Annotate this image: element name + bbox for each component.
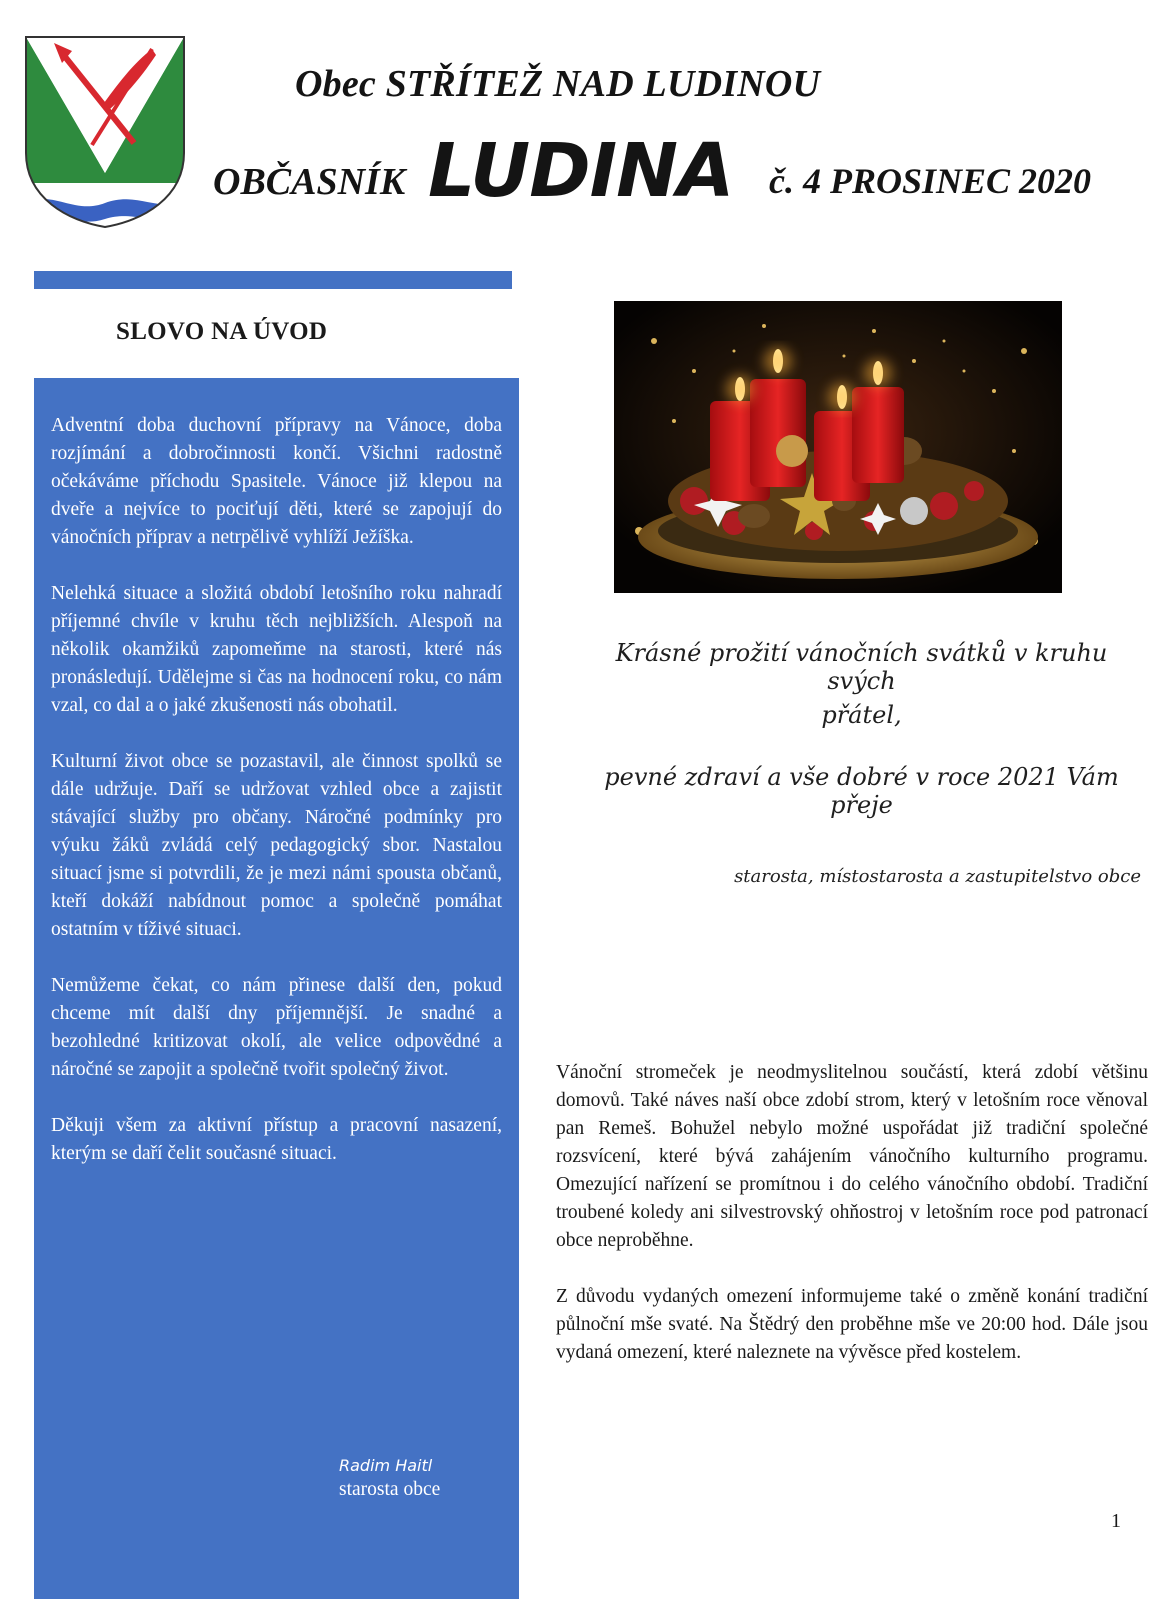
page-number: 1: [1111, 1510, 1121, 1532]
decorative-bar: [34, 271, 512, 289]
signature-block: [339, 1456, 440, 1501]
intro-paragraph: Kulturní život obce se pozastavil, ale činnost spolků se dále udržuje. Daří se udržovat vzhled obce a zajistit stávající služby pro občany. Náročné podmínky pro výuku žáků zvládá celý pedagogický sbor. Nastalou situací jsme si potvrdili, že je mezi námi spousta občanů, kteří dokáží nabídnout pomoc a společně pomáhat ostatním v tíživé situaci.: [51, 751, 502, 940]
signature-role: starosta obce: [339, 1479, 441, 1500]
intro-paragraph: Adventní doba duchovní přípravy na Vánoce, doba rozjímání a dobročinnosti končí. Všichni radostně očekáváme příchodu Spasitele. Vánoce již klepou na dveře a nejvíce to pociťují děti, které se zapojují do vánočních příprav a netrpělivě vyhlíží Ježíška.: [51, 415, 502, 548]
section-title: SLOVO NA ÚVOD: [116, 318, 328, 345]
news-paragraph: Z důvodu vydaných omezení informujeme také o změně konání tradiční půlnoční mše svaté. Na Štědrý den proběhne mše ve 20:00 hod. Dále jsou vydaná omezení, které naleznete na vývěsce před kostelem.: [556, 1286, 1148, 1363]
greeting-line: přátel,: [821, 701, 902, 729]
masthead-brand: LUDINA: [428, 128, 734, 214]
advent-wreath-candles-icon: [614, 301, 1062, 593]
issue-label: č. 4 PROSINEC 2020: [769, 161, 1092, 201]
greeting-signature: starosta, místostarosta a zastupitelstvo obce: [734, 866, 1141, 887]
greeting-line: pevné zdraví a vše dobré v roce 2021 Vám přeje: [604, 763, 1119, 819]
intro-paragraph: Nelehká situace a složitá období letošního roku nahradí příjemné chvíle v kruhu těch nejbližších. Alespoň na několik okamžiků zapomeňme na starosti, které nás pronásledují. Udělejme si čas na hodnocení roku, co nám vzal, co dal a o jaké zkušenosti nás obohatil.: [51, 583, 502, 716]
signature-name: Radim Haitl: [339, 1456, 433, 1475]
intro-paragraph: Děkuji všem za aktivní přístup a pracovní nasazení, kterým se daří čelit současné situaci.: [51, 1115, 502, 1164]
header-masthead: [213, 128, 1133, 214]
news-paragraph: Vánoční stromeček je neodmyslitelnou součástí, která zdobí většinu domovů. Také náves naší obce zdobí strom, který v letošním roce věnoval pan Remeš. Bohužel nebylo možné uspořádat již tradiční společné rozsvícení, které bývá zahájením vánočního kulturního programu. Omezující nařízení se promítnou i do celého vánočního období. Tradiční troubené koledy ani silvestrovský ohňostroj v letošním roce pod patronací obce neproběhne.: [556, 1062, 1148, 1251]
greeting-line: Krásné prožití vánočních svátků v kruhu svých: [615, 639, 1108, 695]
header-title: Obec STŘÍTEŽ NAD LUDINOU: [295, 63, 821, 105]
masthead-prefix: OBČASNÍK: [213, 161, 406, 203]
intro-panel: [34, 378, 519, 1599]
news-text: [556, 1059, 1148, 1395]
intro-paragraph: Nemůžeme čekat, co nám přinese další den, pokud chceme mít další dny příjemnější. Je snadné a bezohledné kritizovat okolí, ale velice odpovědné a náročné se zapojit a společně tvořit společný život.: [51, 975, 502, 1080]
coat-of-arms-icon: [22, 33, 188, 229]
